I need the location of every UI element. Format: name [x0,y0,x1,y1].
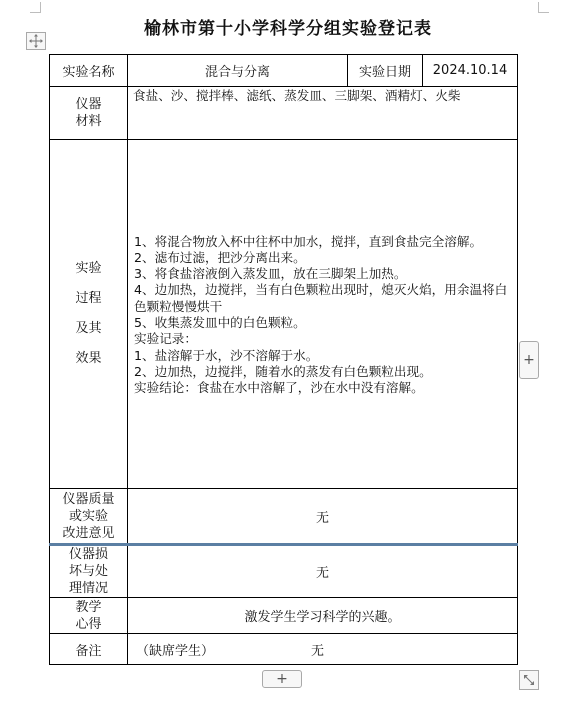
row-quality [50,489,518,545]
process-label-line: 效果 [75,351,102,366]
equipment-label [50,87,128,140]
row-notes [50,634,518,665]
document-title: 榆林市第十小学科学分组实验登记表 [144,19,432,39]
damage-label-line: 理情况 [68,581,108,596]
teaching-label [50,598,128,634]
row-process [50,140,518,489]
experiment-date-label: 实验日期 [348,55,423,87]
add-row-button[interactable]: + [519,341,539,379]
quality-value[interactable]: 无 [128,489,518,545]
move-arrows-icon [29,34,43,48]
teaching-label-line: 教学 [75,599,102,615]
record-line: 2、边加热，边搅拌，随着水的蒸发有白色颗粒出现。 [134,363,432,379]
experiment-name-value[interactable]: 混合与分离 [128,55,348,87]
table-move-handle[interactable] [26,32,46,50]
add-column-button[interactable]: + [262,670,302,688]
teaching-value[interactable]: 激发学生学习科学的兴趣。 [128,598,518,634]
notes-content[interactable] [128,634,518,665]
row-experiment-name [50,55,518,87]
quality-label-line: 仪器质量 [62,491,115,507]
notes-absent-students: （缺席学生） [136,643,215,659]
row-damage [50,545,518,598]
process-line: 2、滤布过滤，把沙分离出来。 [134,249,306,265]
notes-label: 备注 [50,634,128,665]
notes-value: 无 [311,643,325,659]
quality-label [50,489,128,545]
teaching-label-line: 心得 [75,616,102,632]
process-line: 1、将混合物放入杯中往杯中加水，搅拌，直到食盐完全溶解。 [134,233,483,249]
row-equipment [50,87,518,140]
equipment-label-line: 材料 [75,114,102,129]
table-resize-handle[interactable] [519,670,539,690]
quality-label-line: 或实验 [68,508,108,524]
equipment-label-line: 仪器 [75,97,102,112]
process-line: 5、收集蒸发皿中的白色颗粒。 [134,315,306,330]
damage-value[interactable]: 无 [128,545,518,598]
damage-label [50,545,128,598]
page-corner-top-left [30,2,41,13]
experiment-date-value[interactable]: 2024.10.14 [423,55,518,87]
record-heading: 实验记录： [134,331,197,347]
damage-label-line: 仪器损 [68,547,108,562]
process-label-line: 实验 [75,261,102,276]
registration-table [49,54,518,665]
process-label-line: 及其 [75,321,102,336]
process-label [50,140,128,489]
process-label-line: 过程 [75,291,102,306]
process-line: 4、边加热，边搅拌，当有白色颗粒出现时，熄灭火焰，用余温将白色颗粒慢慢烘干 [134,282,508,314]
record-line: 1、盐溶解于水，沙不溶解于水。 [134,347,319,363]
experiment-name-label: 实验名称 [50,55,128,87]
damage-label-line: 坏与处 [68,564,108,579]
row-teaching [50,598,518,634]
resize-diagonal-icon [522,673,536,687]
equipment-value[interactable]: 食盐、沙、搅拌棒、滤纸、蒸发皿、三脚架、酒精灯、火柴 [128,87,518,140]
conclusion-line: 实验结论：食盐在水中溶解了，沙在水中没有溶解。 [134,380,424,396]
process-line: 3、将食盐溶液倒入蒸发皿，放在三脚架上加热。 [134,266,407,282]
process-content[interactable] [128,140,518,489]
page-corner-top-right [538,2,549,13]
quality-label-line: 改进意见 [62,525,115,541]
